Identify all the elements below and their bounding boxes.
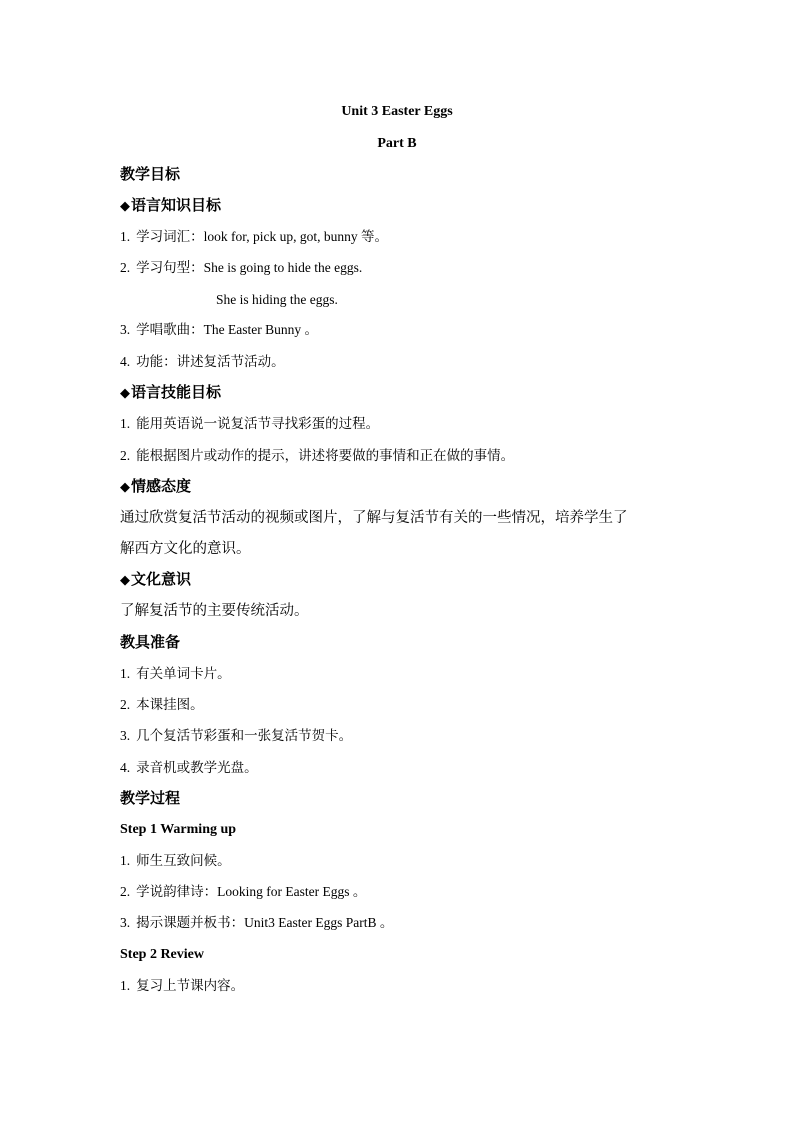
step2-item: 1. 复习上节课内容。 xyxy=(120,978,245,994)
step2-heading: Step 2 Review xyxy=(120,947,204,962)
diamond-bullet-icon: ◆ xyxy=(120,199,130,214)
diamond-bullet-icon: ◆ xyxy=(120,386,130,401)
diamond-bullet-icon: ◆ xyxy=(120,480,130,495)
attitude-paragraph-line: 解西方文化的意识。 xyxy=(120,541,251,557)
attitude-paragraph-line: 通过欣赏复活节活动的视频或图片，了解与复活节有关的一些情况，培养学生了 xyxy=(120,510,628,526)
skill-item: 1. 能用英语说一说复活节寻找彩蛋的过程。 xyxy=(120,416,380,432)
step1-item: 1. 师生互致问候。 xyxy=(120,853,231,869)
knowledge-item: She is hiding the eggs. xyxy=(216,292,338,307)
knowledge-item: 4. 功能：讲述复活节活动。 xyxy=(120,354,285,370)
doc-subtitle: Part B xyxy=(377,136,417,151)
doc-title: Unit 3 Easter Eggs xyxy=(341,104,453,119)
step1-item: 3. 揭示课题并板书：Unit3 Easter Eggs PartB 。 xyxy=(120,915,394,931)
culture-paragraph: 了解复活节的主要传统活动。 xyxy=(120,603,309,619)
diamond-bullet-icon: ◆ xyxy=(120,573,130,588)
subsection-culture-heading: ◆文化意识 xyxy=(120,570,192,588)
subsection-skills-heading: ◆语言技能目标 xyxy=(120,383,222,401)
step1-item: 2. 学说韵律诗：Looking for Easter Eggs 。 xyxy=(120,884,367,900)
knowledge-item: 1. 学习词汇：look for, pick up, got, bunny 等。 xyxy=(120,229,388,245)
subsection-knowledge-heading: ◆语言知识目标 xyxy=(120,196,222,214)
prep-item: 1. 有关单词卡片。 xyxy=(120,666,231,682)
prep-item: 2. 本课挂图。 xyxy=(120,697,204,713)
skill-item: 2. 能根据图片或动作的提示，讲述将要做的事情和正在做的事情。 xyxy=(120,448,515,464)
step1-heading: Step 1 Warming up xyxy=(120,822,237,837)
section-process-heading: 教学过程 xyxy=(120,789,181,807)
subsection-attitude-heading: ◆情感态度 xyxy=(120,477,192,495)
prep-item: 3. 几个复活节彩蛋和一张复活节贺卡。 xyxy=(120,728,353,744)
prep-item: 4. 录音机或教学光盘。 xyxy=(120,760,258,776)
knowledge-item: 2. 学习句型：She is going to hide the eggs. xyxy=(120,260,363,276)
section-prep-heading: 教具准备 xyxy=(120,633,181,651)
knowledge-item: 3. 学唱歌曲：The Easter Bunny 。 xyxy=(120,322,318,338)
section-goals-heading: 教学目标 xyxy=(120,165,181,183)
